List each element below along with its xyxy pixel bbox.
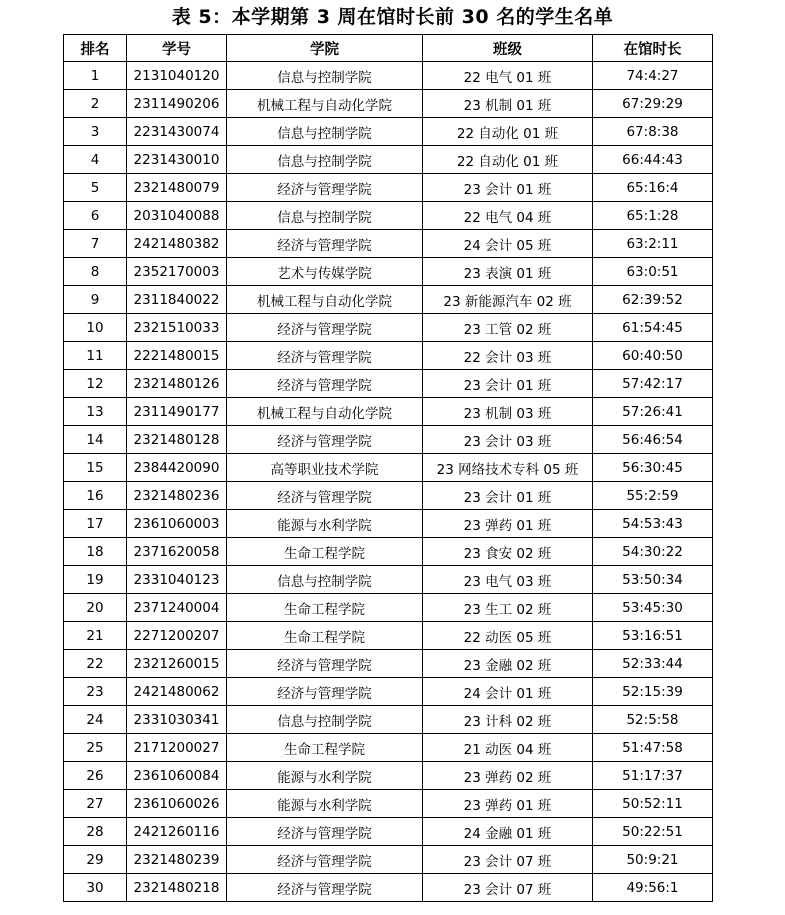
cell-class: 23 弹药 02 班	[423, 762, 593, 790]
table-row	[64, 258, 713, 286]
cell-duration: 50:52:11	[593, 790, 713, 818]
table-row	[64, 370, 713, 398]
cell-student-id: 2321260015	[127, 650, 227, 678]
cell-class: 24 会计 05 班	[423, 230, 593, 258]
table-row	[64, 426, 713, 454]
cell-rank: 13	[64, 398, 127, 426]
cell-class: 23 机制 01 班	[423, 90, 593, 118]
cell-student-id: 2421480382	[127, 230, 227, 258]
table-body	[64, 62, 713, 902]
cell-school: 经济与管理学院	[227, 174, 423, 202]
cell-class: 23 金融 02 班	[423, 650, 593, 678]
cell-class: 22 动医 05 班	[423, 622, 593, 650]
cell-rank: 5	[64, 174, 127, 202]
cell-rank: 26	[64, 762, 127, 790]
cell-school: 能源与水利学院	[227, 790, 423, 818]
cell-duration: 65:16:4	[593, 174, 713, 202]
cell-duration: 63:2:11	[593, 230, 713, 258]
cell-duration: 74:4:27	[593, 62, 713, 90]
cell-class: 23 新能源汽车 02 班	[423, 286, 593, 314]
header-duration: 在馆时长	[593, 35, 713, 62]
cell-student-id: 2331030341	[127, 706, 227, 734]
cell-school: 机械工程与自动化学院	[227, 398, 423, 426]
cell-school: 能源与水利学院	[227, 510, 423, 538]
cell-student-id: 2221480015	[127, 342, 227, 370]
cell-class: 23 会计 03 班	[423, 426, 593, 454]
cell-duration: 57:26:41	[593, 398, 713, 426]
cell-student-id: 2311490206	[127, 90, 227, 118]
cell-student-id: 2271200207	[127, 622, 227, 650]
cell-duration: 52:33:44	[593, 650, 713, 678]
cell-student-id: 2231430074	[127, 118, 227, 146]
cell-class: 22 电气 04 班	[423, 202, 593, 230]
cell-student-id: 2321480239	[127, 846, 227, 874]
cell-duration: 60:40:50	[593, 342, 713, 370]
cell-school: 信息与控制学院	[227, 118, 423, 146]
cell-student-id: 2361060084	[127, 762, 227, 790]
cell-student-id: 2384420090	[127, 454, 227, 482]
table-row	[64, 174, 713, 202]
table-row	[64, 90, 713, 118]
cell-school: 信息与控制学院	[227, 146, 423, 174]
cell-class: 23 会计 01 班	[423, 370, 593, 398]
cell-school: 信息与控制学院	[227, 706, 423, 734]
cell-school: 机械工程与自动化学院	[227, 90, 423, 118]
cell-class: 24 金融 01 班	[423, 818, 593, 846]
student-ranking-table	[63, 34, 713, 902]
cell-duration: 54:30:22	[593, 538, 713, 566]
cell-class: 22 自动化 01 班	[423, 118, 593, 146]
cell-duration: 63:0:51	[593, 258, 713, 286]
cell-class: 23 电气 03 班	[423, 566, 593, 594]
cell-school: 生命工程学院	[227, 594, 423, 622]
cell-student-id: 2361060026	[127, 790, 227, 818]
cell-rank: 11	[64, 342, 127, 370]
cell-student-id: 2321480128	[127, 426, 227, 454]
cell-rank: 20	[64, 594, 127, 622]
table-row	[64, 118, 713, 146]
cell-duration: 52:15:39	[593, 678, 713, 706]
cell-rank: 17	[64, 510, 127, 538]
cell-rank: 10	[64, 314, 127, 342]
cell-school: 生命工程学院	[227, 734, 423, 762]
table-row	[64, 538, 713, 566]
cell-school: 艺术与传媒学院	[227, 258, 423, 286]
cell-school: 高等职业技术学院	[227, 454, 423, 482]
cell-duration: 61:54:45	[593, 314, 713, 342]
cell-duration: 53:45:30	[593, 594, 713, 622]
header-rank: 排名	[64, 35, 127, 62]
cell-class: 23 生工 02 班	[423, 594, 593, 622]
cell-rank: 30	[64, 874, 127, 902]
table-row	[64, 146, 713, 174]
cell-student-id: 2371620058	[127, 538, 227, 566]
table-row	[64, 454, 713, 482]
cell-class: 23 会计 01 班	[423, 174, 593, 202]
cell-duration: 49:56:1	[593, 874, 713, 902]
table-row	[64, 622, 713, 650]
cell-rank: 29	[64, 846, 127, 874]
cell-duration: 50:9:21	[593, 846, 713, 874]
cell-class: 23 网络技术专科 05 班	[423, 454, 593, 482]
cell-rank: 1	[64, 62, 127, 90]
cell-rank: 14	[64, 426, 127, 454]
cell-student-id: 2421480062	[127, 678, 227, 706]
cell-duration: 50:22:51	[593, 818, 713, 846]
cell-student-id: 2321510033	[127, 314, 227, 342]
cell-rank: 15	[64, 454, 127, 482]
cell-student-id: 2311840022	[127, 286, 227, 314]
cell-student-id: 2231430010	[127, 146, 227, 174]
cell-school: 能源与水利学院	[227, 762, 423, 790]
cell-school: 经济与管理学院	[227, 650, 423, 678]
table-row	[64, 202, 713, 230]
table-row	[64, 818, 713, 846]
cell-duration: 53:16:51	[593, 622, 713, 650]
cell-duration: 51:17:37	[593, 762, 713, 790]
cell-student-id: 2352170003	[127, 258, 227, 286]
cell-school: 信息与控制学院	[227, 202, 423, 230]
cell-rank: 6	[64, 202, 127, 230]
cell-rank: 3	[64, 118, 127, 146]
cell-duration: 67:8:38	[593, 118, 713, 146]
cell-school: 生命工程学院	[227, 622, 423, 650]
cell-student-id: 2421260116	[127, 818, 227, 846]
table-title: 表 5：本学期第 3 周在馆时长前 30 名的学生名单	[171, 6, 614, 28]
cell-school: 经济与管理学院	[227, 678, 423, 706]
cell-duration: 53:50:34	[593, 566, 713, 594]
cell-class: 23 工管 02 班	[423, 314, 593, 342]
cell-class: 23 会计 07 班	[423, 846, 593, 874]
cell-duration: 54:53:43	[593, 510, 713, 538]
table-row	[64, 846, 713, 874]
cell-rank: 18	[64, 538, 127, 566]
table-row	[64, 482, 713, 510]
table-row	[64, 230, 713, 258]
table-row	[64, 706, 713, 734]
cell-duration: 67:29:29	[593, 90, 713, 118]
cell-student-id: 2321480218	[127, 874, 227, 902]
cell-rank: 8	[64, 258, 127, 286]
cell-rank: 21	[64, 622, 127, 650]
cell-class: 23 食安 02 班	[423, 538, 593, 566]
cell-student-id: 2331040123	[127, 566, 227, 594]
cell-duration: 62:39:52	[593, 286, 713, 314]
cell-rank: 12	[64, 370, 127, 398]
cell-school: 经济与管理学院	[227, 314, 423, 342]
table-row	[64, 314, 713, 342]
cell-class: 24 会计 01 班	[423, 678, 593, 706]
cell-duration: 56:30:45	[593, 454, 713, 482]
cell-school: 经济与管理学院	[227, 482, 423, 510]
table-row	[64, 678, 713, 706]
cell-rank: 22	[64, 650, 127, 678]
cell-school: 经济与管理学院	[227, 846, 423, 874]
cell-student-id: 2311490177	[127, 398, 227, 426]
cell-class: 23 弹药 01 班	[423, 790, 593, 818]
cell-student-id: 2321480236	[127, 482, 227, 510]
cell-duration: 65:1:28	[593, 202, 713, 230]
cell-rank: 16	[64, 482, 127, 510]
table-row	[64, 650, 713, 678]
table-row	[64, 734, 713, 762]
cell-duration: 55:2:59	[593, 482, 713, 510]
cell-rank: 27	[64, 790, 127, 818]
table-row	[64, 874, 713, 902]
table-row	[64, 762, 713, 790]
cell-class: 22 电气 01 班	[423, 62, 593, 90]
header-school: 学院	[227, 35, 423, 62]
cell-school: 经济与管理学院	[227, 342, 423, 370]
cell-school: 经济与管理学院	[227, 230, 423, 258]
cell-duration: 56:46:54	[593, 426, 713, 454]
cell-school: 机械工程与自动化学院	[227, 286, 423, 314]
cell-rank: 9	[64, 286, 127, 314]
table-row	[64, 342, 713, 370]
cell-student-id: 2321480079	[127, 174, 227, 202]
cell-school: 经济与管理学院	[227, 370, 423, 398]
cell-rank: 24	[64, 706, 127, 734]
cell-class: 22 会计 03 班	[423, 342, 593, 370]
cell-class: 23 机制 03 班	[423, 398, 593, 426]
cell-school: 生命工程学院	[227, 538, 423, 566]
cell-class: 23 弹药 01 班	[423, 510, 593, 538]
table-row	[64, 790, 713, 818]
cell-rank: 23	[64, 678, 127, 706]
cell-school: 经济与管理学院	[227, 426, 423, 454]
table-row	[64, 398, 713, 426]
cell-duration: 66:44:43	[593, 146, 713, 174]
cell-rank: 25	[64, 734, 127, 762]
table-row	[64, 594, 713, 622]
cell-class: 23 表演 01 班	[423, 258, 593, 286]
cell-class: 22 自动化 01 班	[423, 146, 593, 174]
table-row	[64, 62, 713, 90]
cell-student-id: 2321480126	[127, 370, 227, 398]
cell-school: 信息与控制学院	[227, 566, 423, 594]
cell-class: 23 会计 07 班	[423, 874, 593, 902]
cell-rank: 19	[64, 566, 127, 594]
header-student-id: 学号	[127, 35, 227, 62]
cell-school: 经济与管理学院	[227, 874, 423, 902]
cell-student-id: 2371240004	[127, 594, 227, 622]
table-row	[64, 286, 713, 314]
cell-rank: 7	[64, 230, 127, 258]
header-row	[64, 35, 713, 62]
header-class: 班级	[423, 35, 593, 62]
cell-rank: 4	[64, 146, 127, 174]
cell-student-id: 2131040120	[127, 62, 227, 90]
table-header	[64, 35, 713, 62]
cell-rank: 2	[64, 90, 127, 118]
cell-class: 21 动医 04 班	[423, 734, 593, 762]
table-row	[64, 566, 713, 594]
cell-school: 经济与管理学院	[227, 818, 423, 846]
cell-student-id: 2361060003	[127, 510, 227, 538]
cell-rank: 28	[64, 818, 127, 846]
cell-class: 23 会计 01 班	[423, 482, 593, 510]
table-row	[64, 510, 713, 538]
cell-duration: 51:47:58	[593, 734, 713, 762]
cell-school: 信息与控制学院	[227, 62, 423, 90]
cell-student-id: 2031040088	[127, 202, 227, 230]
cell-class: 23 计科 02 班	[423, 706, 593, 734]
cell-student-id: 2171200027	[127, 734, 227, 762]
cell-duration: 57:42:17	[593, 370, 713, 398]
cell-duration: 52:5:58	[593, 706, 713, 734]
